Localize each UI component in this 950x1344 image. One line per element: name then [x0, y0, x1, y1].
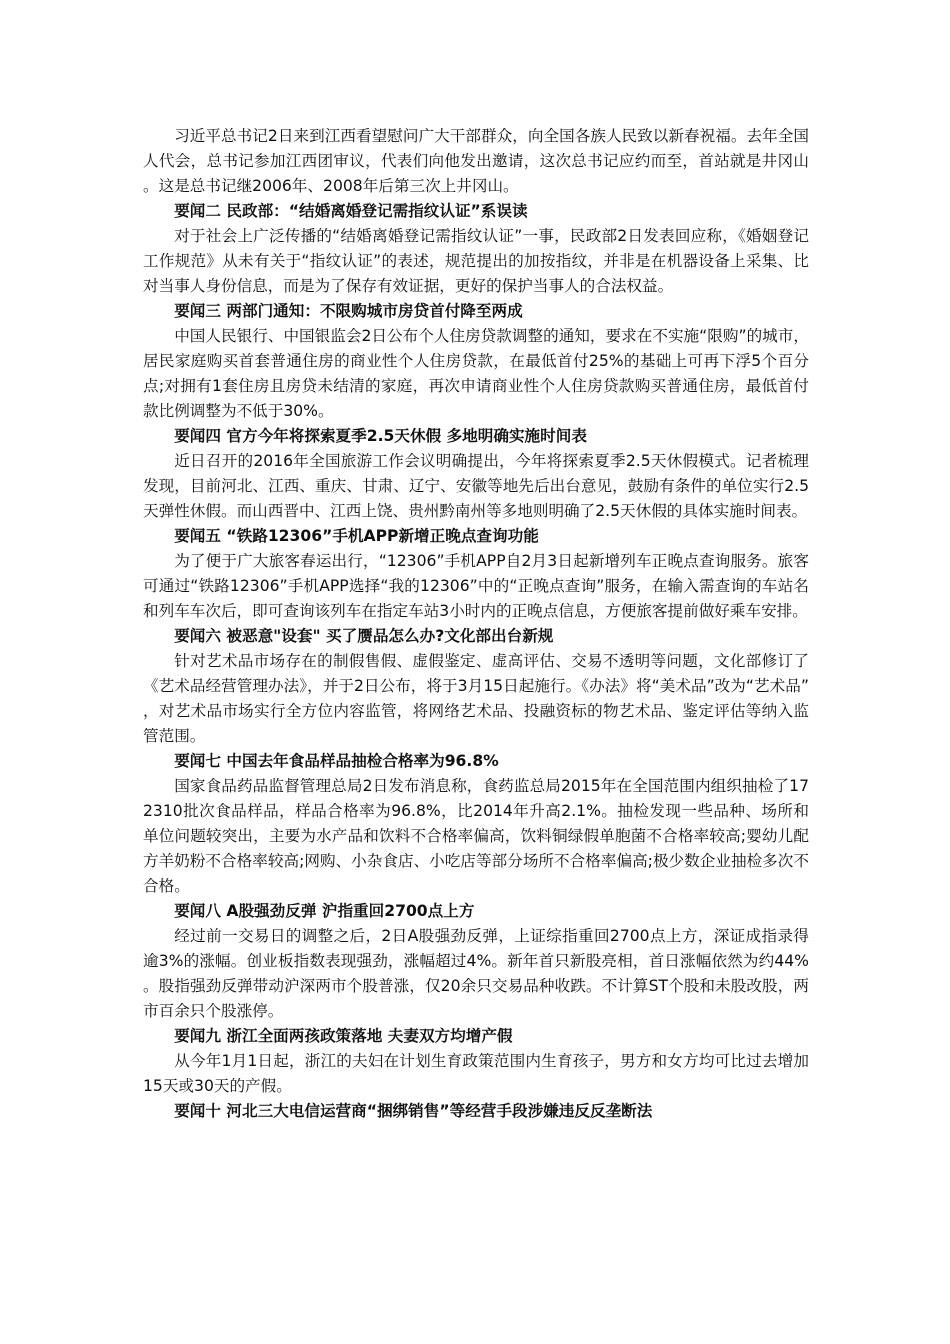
document-body [143, 124, 809, 1124]
news-heading: 要闻九 浙江全面两孩政策落地 夫妻双方均增产假 [174, 1027, 513, 1045]
paragraph: 经过前一交易日的调整之后，2日A股强劲反弹，上证综指重回2700点上方，深证成指录得逾3%的涨幅。创业板指数表现强劲，涨幅超过4%。新年首只新股亮相，首日涨幅依然为约44%。股指强劲反弹带动沪深两市个股普涨，仅20余只交易品种收跌。不计算ST个股和未股改股，两市百余只个股涨停。 [143, 927, 809, 1020]
paragraph: 近日召开的2016年全国旅游工作会议明确提出，今年将探索夏季2.5天休假模式。记者梳理发现，目前河北、江西、重庆、甘肃、辽宁、安徽等地先后出台意见，鼓励有条件的单位实行2.5天弹性休假。而山西晋中、江西上饶、贵州黔南州等多地则明确了2.5天休假的具体实施时间表。 [143, 452, 809, 520]
news-heading: 要闻三 两部门通知：不限购城市房贷首付降至两成 [174, 302, 523, 320]
news-heading: 要闻四 官方今年将探索夏季2.5天休假 多地明确实施时间表 [174, 427, 587, 445]
paragraph: 对于社会上广泛传播的“结婚离婚登记需指纹认证”一事，民政部2日发表回应称，《婚姻登记工作规范》从未有关于“指纹认证”的表述，规范提出的加按指纹，并非是在机器设备上采集、比对当事人身份信息，而是为了保存有效证据，更好的保护当事人的合法权益。 [143, 227, 809, 295]
paragraph: 国家食品药品监督管理总局2日发布消息称，食药监总局2015年在全国范围内组织抽检了172310批次食品样品，样品合格率为96.8%，比2014年升高2.1%。抽检发现一些品种、场所和单位问题较突出，主要为水产品和饮料不合格率偏高，饮料铜绿假单胞菌不合格率较高;婴幼儿配方羊奶粉不合格率较高;网购、小杂食店、小吃店等部分场所不合格率偏高;极少数企业抽检多次不合格。 [143, 777, 809, 895]
news-heading: 要闻六 被恶意"设套" 买了赝品怎么办?文化部出台新规 [174, 627, 554, 645]
paragraph: 从今年1月1日起，浙江的夫妇在计划生育政策范围内生育孩子，男方和女方均可比过去增加15天或30天的产假。 [143, 1052, 809, 1095]
paragraph: 中国人民银行、中国银监会2日公布个人住房贷款调整的通知，要求在不实施“限购”的城市，居民家庭购买首套普通住房的商业性个人住房贷款，在最低首付25%的基础上可再下浮5个百分点;对拥有1套住房且房贷未结清的家庭，再次申请商业性个人住房贷款购买普通住房，最低首付款比例调整为不低于30%。 [143, 327, 809, 420]
paragraph: 为了便于广大旅客春运出行，“12306”手机APP自2月3日起新增列车正晚点查询服务。旅客可通过“铁路12306”手机APP选择“我的12306”中的“正晚点查询”服务，在输入需查询的车站名和列车车次后，即可查询该列车在指定车站3小时内的正晚点信息，方便旅客提前做好乘车安排。 [143, 552, 809, 620]
paragraph: 习近平总书记2日来到江西看望慰问广大干部群众，向全国各族人民致以新春祝福。去年全国人代会，总书记参加江西团审议，代表们向他发出邀请，这次总书记应约而至，首站就是井冈山。这是总书记继2006年、2008年后第三次上井冈山。 [143, 127, 809, 195]
news-heading: 要闻五 “铁路12306”手机APP新增正晚点查询功能 [174, 527, 539, 545]
paragraph: 针对艺术品市场存在的制假售假、虚假鉴定、虚高评估、交易不透明等问题，文化部修订了《艺术品经营管理办法》，并于2日公布，将于3月15日起施行。《办法》将“美术品”改为“艺术品”，对艺术品市场实行全方位内容监管，将网络艺术品、投融资标的物艺术品、鉴定评估等纳入监管范围。 [143, 652, 809, 745]
news-heading: 要闻七 中国去年食品样品抽检合格率为96.8% [174, 752, 499, 770]
news-heading: 要闻八 A股强劲反弹 沪指重回2700点上方 [174, 902, 475, 920]
news-heading: 要闻二 民政部：“结婚离婚登记需指纹认证”系误读 [174, 202, 528, 220]
news-heading: 要闻十 河北三大电信运营商“捆绑销售”等经营手段涉嫌违反反垄断法 [174, 1102, 653, 1120]
